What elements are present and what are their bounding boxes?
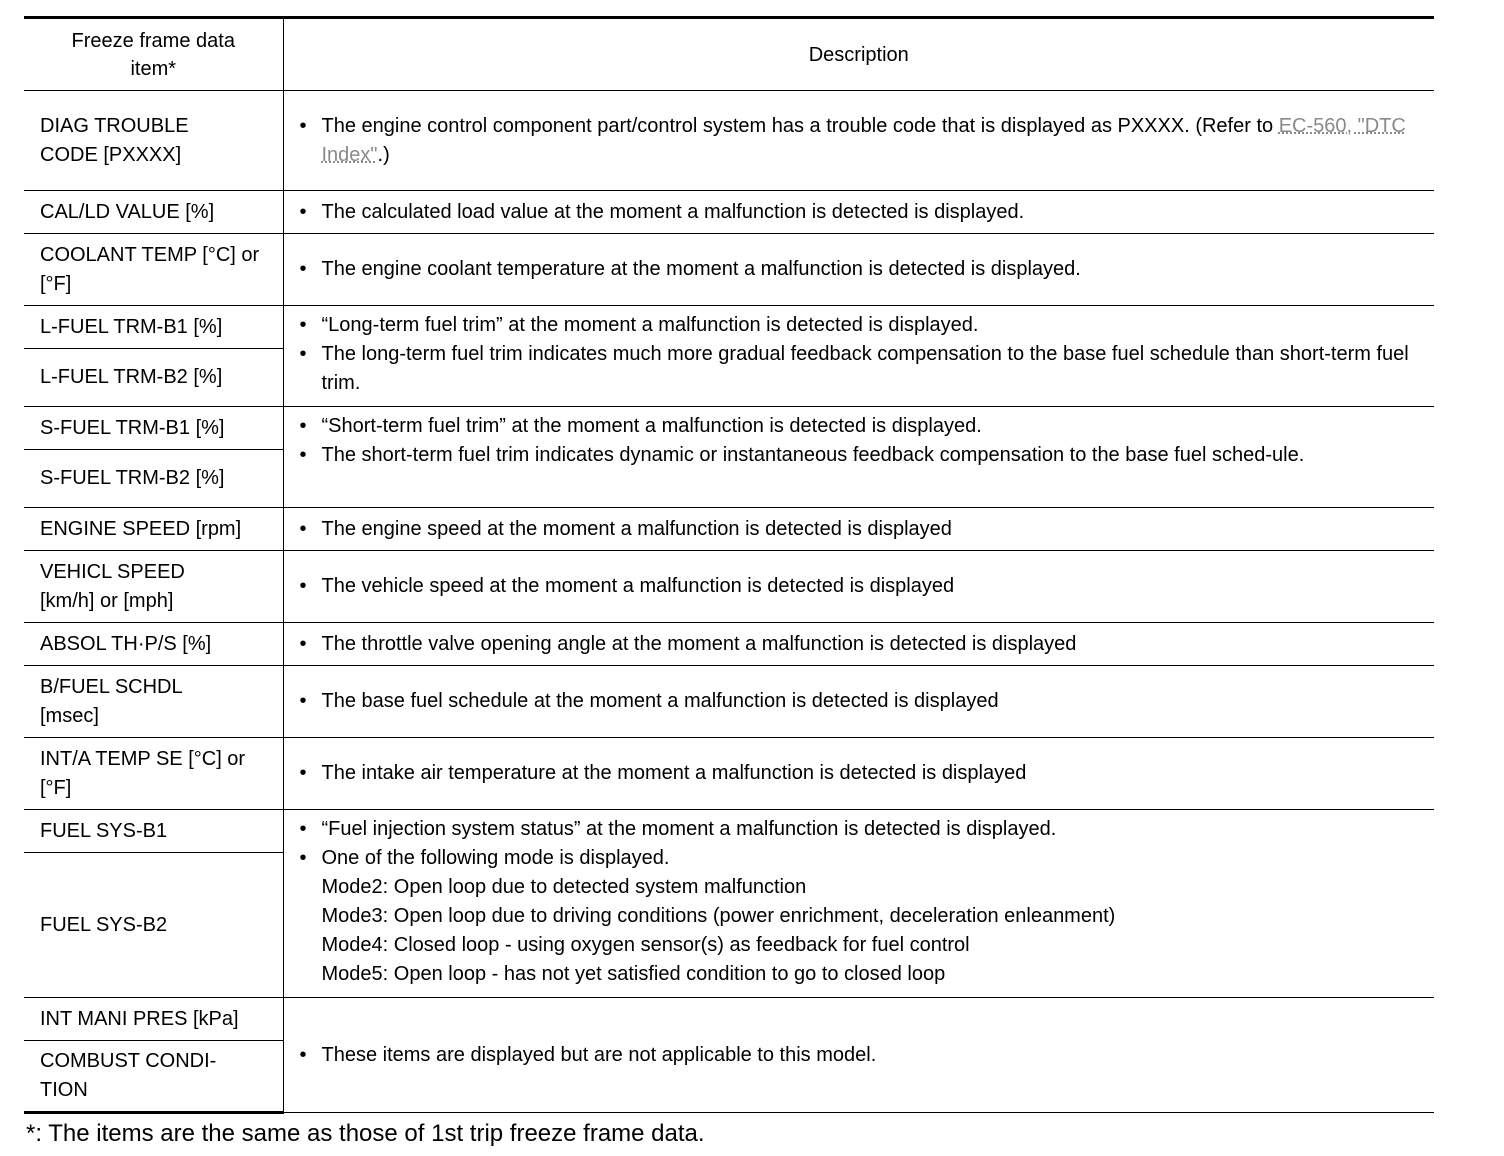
bullet-icon: • — [299, 847, 307, 869]
bullet-icon: • — [299, 258, 307, 280]
desc-not-applicable: These items are displayed but are not applicable to this model. — [321, 1043, 877, 1066]
item-cell — [24, 508, 283, 551]
item-cell — [24, 998, 283, 1041]
bullet-icon: • — [299, 762, 307, 784]
description-cell — [283, 407, 1434, 508]
table-row — [24, 551, 1434, 623]
desc-engine-speed: The engine speed at the moment a malfunction is detected is displayed — [321, 517, 952, 540]
item-cal-ld-value: CAL/LD VALUE [%] — [40, 200, 215, 223]
item-cell — [24, 191, 283, 234]
desc-coolant-temp: The engine coolant temperature at the moment a malfunction is detected is displayed. — [321, 258, 1081, 280]
table-row — [24, 191, 1434, 234]
item-vehicl-speed: VEHICL SPEED [km/h] or [mph] — [40, 560, 185, 612]
mode-line: Mode5: Open loop - has not yet satisfied condition to go to closed loop — [321, 963, 946, 985]
mode-line: Mode4: Closed loop - using oxygen sensor(s) as feedback for fuel control — [321, 934, 970, 956]
desc-diag-trouble-code-end: .) — [377, 143, 390, 166]
item-l-fuel-trm-b1: L-FUEL TRM-B1 [%] — [40, 315, 223, 338]
header-description — [283, 18, 1434, 91]
desc-fuel-sys-2: One of the following mode is displayed. — [321, 847, 670, 869]
description-cell — [283, 191, 1434, 234]
desc-vehicl-speed: The vehicle speed at the moment a malfunction is detected is displayed — [321, 575, 955, 597]
item-cell — [24, 349, 283, 407]
bullet-icon: • — [299, 114, 307, 137]
description-cell — [283, 623, 1434, 666]
bullet-line — [298, 515, 1419, 544]
bullet-icon: • — [299, 444, 307, 466]
bullet-icon: • — [299, 690, 307, 712]
header-description-label: Description — [808, 43, 909, 66]
desc-s-fuel-trm-2: The short-term fuel trim indicates dynamic or instantaneous feedback compensation to the base fuel sched-ule. — [321, 444, 1305, 466]
description-cell — [283, 508, 1434, 551]
bullet-line — [298, 1041, 1419, 1070]
table-row — [24, 234, 1434, 306]
description-cell — [283, 738, 1434, 810]
bullet-icon: • — [299, 818, 307, 840]
desc-s-fuel-trm-1: “Short-term fuel trim” at the moment a malfunction is detected is displayed. — [321, 415, 982, 437]
table-row — [24, 623, 1434, 666]
description-cell — [283, 551, 1434, 623]
item-cell — [24, 450, 283, 508]
desc-b-fuel-schdl: The base fuel schedule at the moment a malfunction is detected is displayed — [321, 690, 999, 712]
table-row — [24, 666, 1434, 738]
item-l-fuel-trm-b2: L-FUEL TRM-B2 [%] — [40, 366, 223, 388]
description-cell — [283, 91, 1434, 191]
item-cell — [24, 551, 283, 623]
desc-int-a-temp: The intake air temperature at the moment a malfunction is detected is displayed — [321, 762, 1027, 784]
header-item-label: Freeze frame data item* — [71, 29, 235, 80]
desc-l-fuel-trm-1: “Long-term fuel trim” at the moment a malfunction is detected is displayed. — [321, 314, 979, 336]
item-fuel-sys-b2: FUEL SYS-B2 — [40, 913, 168, 936]
item-cell — [24, 306, 283, 349]
table-row — [24, 407, 1434, 450]
bullet-line — [298, 687, 1419, 716]
bullet-line — [298, 255, 1419, 284]
bullet-icon: • — [299, 575, 307, 597]
item-cell — [24, 666, 283, 738]
table-row — [24, 998, 1434, 1041]
desc-absol-thps: The throttle valve opening angle at the moment a malfunction is detected is displayed — [321, 632, 1077, 655]
mode-line: Mode2: Open loop due to detected system malfunction — [321, 876, 807, 898]
freeze-frame-data-table — [24, 16, 1434, 1114]
item-b-fuel-schdl: B/FUEL SCHDL [msec] — [40, 675, 182, 727]
item-cell — [24, 853, 283, 998]
bullet-line — [298, 340, 1419, 398]
item-cell — [24, 91, 283, 191]
item-cell — [24, 738, 283, 810]
table-row — [24, 91, 1434, 191]
bullet-line — [298, 441, 1419, 470]
item-cell — [24, 234, 283, 306]
bullet-icon: • — [299, 200, 307, 223]
bullet-icon: • — [299, 314, 307, 336]
table-header-row — [24, 18, 1434, 91]
header-item — [24, 18, 283, 91]
bullet-icon: • — [299, 632, 307, 655]
desc-fuel-sys-1: “Fuel injection system status” at the moment a malfunction is detected is displayed. — [321, 818, 1057, 840]
description-cell — [283, 810, 1434, 998]
item-fuel-sys-b1: FUEL SYS-B1 — [40, 819, 168, 842]
item-cell — [24, 1041, 283, 1113]
item-cell — [24, 810, 283, 853]
description-cell — [283, 666, 1434, 738]
desc-cal-ld-value: The calculated load value at the moment a malfunction is detected is displayed. — [321, 200, 1025, 223]
table-row — [24, 810, 1434, 853]
bullet-icon: • — [299, 343, 307, 365]
description-cell — [283, 306, 1434, 407]
dtc-index-link[interactable]: EC-560, "DTC Index" — [321, 114, 1406, 166]
bullet-line — [298, 630, 1419, 659]
item-int-a-temp: INT/A TEMP SE [°C] or [°F] — [40, 747, 246, 799]
footnote: *: The items are the same as those of 1st trip freeze frame data. — [26, 1120, 705, 1147]
description-cell — [283, 234, 1434, 306]
bullet-icon: • — [299, 415, 307, 437]
bullet-line — [298, 844, 1419, 873]
table-row — [24, 738, 1434, 810]
bullet-line — [298, 198, 1419, 227]
table-row — [24, 306, 1434, 349]
bullet-line — [298, 572, 1419, 601]
bullet-line — [298, 112, 1419, 170]
bullet-icon: • — [299, 1043, 307, 1066]
desc-l-fuel-trm-2: The long-term fuel trim indicates much more gradual feedback compensation to the base fuel schedule than short-term fuel trim. — [321, 343, 1409, 394]
bullet-icon: • — [299, 517, 307, 540]
item-cell — [24, 623, 283, 666]
description-cell — [283, 998, 1434, 1113]
bullet-line — [298, 759, 1419, 788]
bullet-line — [298, 412, 1419, 441]
item-diag-trouble-code: DIAG TROUBLE CODE [PXXXX] — [40, 114, 189, 166]
mode-line: Mode3: Open loop due to driving conditions (power enrichment, deceleration enleanment) — [321, 905, 1116, 927]
item-s-fuel-trm-b2: S-FUEL TRM-B2 [%] — [40, 467, 225, 489]
item-cell — [24, 407, 283, 450]
item-s-fuel-trm-b1: S-FUEL TRM-B1 [%] — [40, 416, 225, 439]
freeze-frame-sheet — [24, 16, 1434, 1114]
item-combust-condition: COMBUST CONDI-TION — [40, 1050, 217, 1101]
item-engine-speed: ENGINE SPEED [rpm] — [40, 517, 242, 540]
table-row — [24, 508, 1434, 551]
bullet-line — [298, 815, 1419, 844]
bullet-line — [298, 311, 1419, 340]
desc-diag-trouble-code: The engine control component part/control system has a trouble code that is displayed as PXXXX. (Refer to — [321, 114, 1279, 137]
item-int-mani-pres: INT MANI PRES [kPa] — [40, 1007, 239, 1030]
item-absol-thps: ABSOL TH·P/S [%] — [40, 632, 212, 655]
item-coolant-temp: COOLANT TEMP [°C] or [°F] — [40, 243, 260, 295]
